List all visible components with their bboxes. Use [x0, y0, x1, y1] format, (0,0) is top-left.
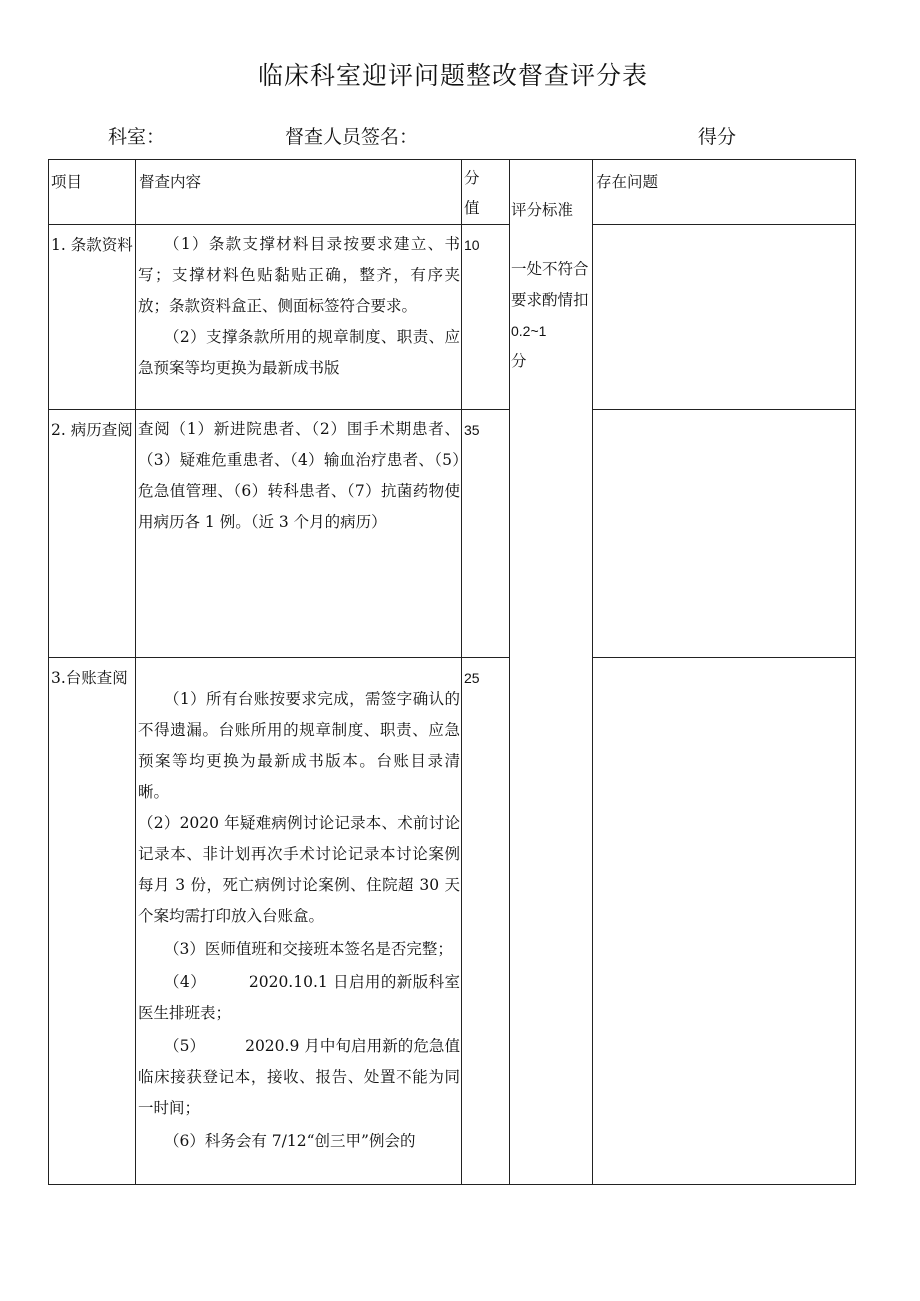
- score-label: 得分: [698, 126, 737, 148]
- row-1-points: 10: [464, 237, 480, 253]
- grid-line: [48, 657, 509, 658]
- grid-line: [135, 159, 136, 1185]
- scoring-standard: [511, 254, 591, 377]
- row-2-points: 35: [464, 422, 480, 438]
- row-3-item: 3.台账查阅: [51, 669, 128, 687]
- grid-line: [48, 159, 856, 160]
- grid-line: [855, 159, 856, 1185]
- grid-line: [592, 657, 856, 658]
- grid-line: [592, 224, 856, 225]
- content-paragraph: （2）2020 年疑难病例讨论记录本、术前讨论记录本、非计划再次手术讨论记录本讨论案例每月 3 份，死亡病例讨论案例、住院超 30 天个案均需打印放入台账盒。: [138, 814, 460, 925]
- inspector-signature-label: 督查人员签名：: [285, 126, 419, 148]
- page-title: 临床科室迎评问题整改督查评分表: [257, 61, 648, 90]
- grid-line: [48, 224, 509, 225]
- row-1-item: 1. 条款资料: [51, 236, 133, 254]
- row-2-content: [138, 414, 460, 538]
- content-paragraph: （2）支撑条款所用的规章制度、职责、应急预案等均更换为最新成书版: [138, 328, 460, 377]
- standard-text: 一处不符合要求酌情扣: [511, 260, 589, 309]
- row-3-content: [138, 684, 460, 1157]
- content-paragraph: （3）医师值班和交接班本签名是否完整；: [164, 940, 453, 958]
- content-paragraph: （6）科务会有 7/12“创三甲”例会的: [164, 1132, 416, 1150]
- col-header-item: 项目: [51, 173, 83, 191]
- grid-line: [509, 159, 510, 1185]
- content-paragraph: （5） 2020.9 月中旬启用新的危急值临床接获登记本，接收、报告、处置不能为同一时间；: [138, 1037, 460, 1117]
- content-paragraph: （1）条款支撑材料目录按要求建立、书写；支撑材料色贴黏贴正确，整齐，有序夹放；条款资料盒正、侧面标签符合要求。: [138, 235, 460, 315]
- dept-label: 科室：: [108, 126, 166, 148]
- standard-range: 0.2~1: [511, 323, 547, 339]
- grid-line: [592, 409, 856, 410]
- row-1-content: [138, 229, 460, 384]
- grid-line: [592, 159, 593, 1185]
- col-header-issues: 存在问题: [596, 173, 659, 191]
- grid-line: [48, 1184, 856, 1185]
- col-header-standard: 评分标准: [511, 201, 574, 219]
- row-3-points: 25: [464, 670, 480, 686]
- content-paragraph: （4） 2020.10.1 日启用的新版科室医生排班表；: [138, 973, 460, 1022]
- col-header-content: 督查内容: [139, 173, 202, 191]
- col-header-points: 分值: [464, 169, 480, 217]
- row-2-item: 2. 病历查阅: [51, 421, 133, 439]
- standard-unit: 分: [511, 352, 527, 370]
- content-paragraph: （1）所有台账按要求完成，需签字确认的不得遗漏。台账所用的规章制度、职责、应急预案等均更换为最新成书版本。台账目录清晰。: [138, 690, 460, 801]
- content-paragraph: 查阅（1）新进院患者、（2）围手术期患者、（3）疑难危重患者、（4）输血治疗患者、（5）危急值管理、（6）转科患者、（7）抗菌药物使用病历各 1 例。（近 3 个月的病历）: [138, 420, 460, 531]
- grid-line: [48, 409, 509, 410]
- grid-line: [48, 159, 49, 1185]
- grid-line: [461, 159, 462, 1185]
